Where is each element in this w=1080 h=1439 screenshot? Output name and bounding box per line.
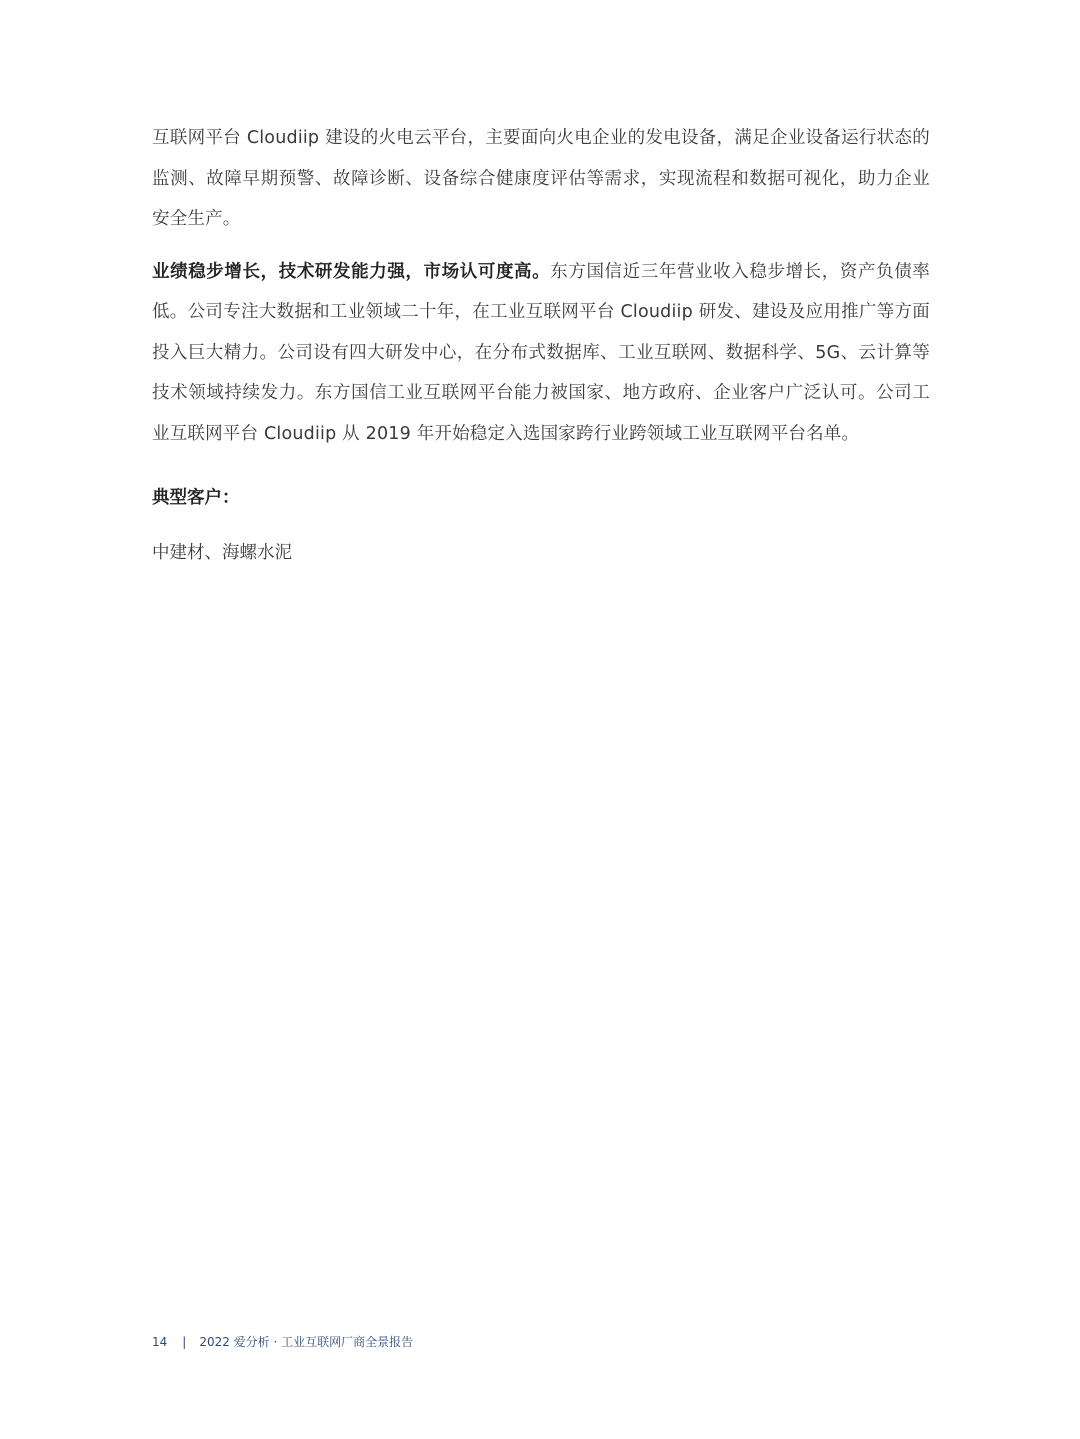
paragraph-performance-body: 东方国信近三年营业收入稳步增长，资产负债率低。公司专注大数据和工业领域二十年，在工业互联网平台 Cloudiip 研发、建设及应用推广等方面投入巨大精力。公司设有四大研发中心，在分布式数据库、工业互联网、数据科学、5G、云计算等技术领域持续发力。东方国信工业互联网平台能力被国家、地方政府、企业客户广泛认可。公司工业互联网平台 Cloudiip 从 2019 年开始稳定入选国家跨行业跨领域工业互联网平台名单。 <box>152 261 930 444</box>
paragraph-performance-lead: 业绩稳步增长，技术研发能力强，市场认可度高。 <box>152 261 551 282</box>
paragraph-platform-description: 互联网平台 Cloudiip 建设的火电云平台，主要面向火电企业的发电设备，满足企业设备运行状态的监测、故障早期预警、故障诊断、设备综合健康度评估等需求，实现流程和数据可视化，助力企业安全生产。 <box>152 128 930 229</box>
paragraph-performance <box>152 252 930 455</box>
page-number: 14 <box>152 1335 168 1349</box>
page-content <box>152 118 930 573</box>
customers-list: 中建材、海螺水泥 <box>152 542 292 563</box>
customers-heading: 典型客户： <box>152 488 240 508</box>
page-footer <box>152 1330 413 1354</box>
footer-separator: | <box>182 1335 187 1349</box>
report-title: 2022 爱分析 · 工业互联网厂商全景报告 <box>199 1335 414 1349</box>
